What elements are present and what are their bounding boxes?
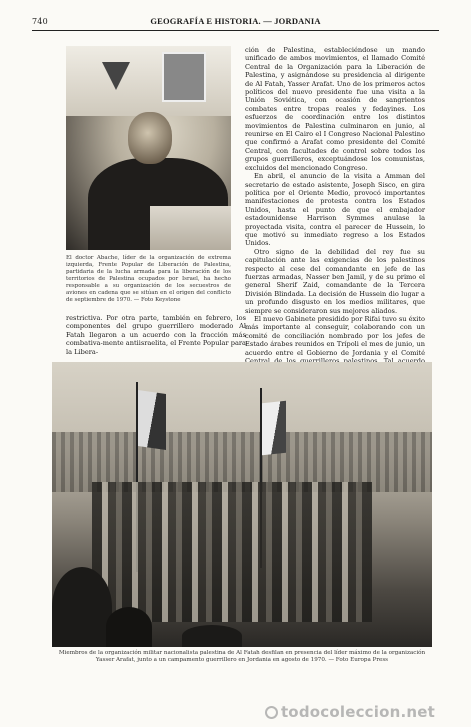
flag-graphic [262,401,286,456]
left-column-lower-text [66,314,246,356]
right-column-text [245,46,425,374]
marching-fighters-graphic [92,482,372,622]
pennant-graphic [102,62,130,90]
parade-caption: Miembros de la organización militar nacionalista palestina de Al Fatah desfilan en presencia del líder máximo de la organización Yasser Arafat, junto a un campamento guerrillero en Jordania en agosto de 1970. — Foto Europa Press [58,650,426,663]
parade-photo [52,362,432,647]
header-rule [32,30,439,31]
paragraph: Otro signo de la debilidad del rey fue su capitulación ante las exigencias de los palestinos respecto al cese del comandante en jefe de las fuerzas armadas, Nasser ben Jamil, y de su primo el general Sherif Zaid, comandante de la Tercera División Blindada. La decisión de Hussein dio lugar a un profundo disgusto en los medios militares, que siempre se consideraron sus mejores aliados. [245,247,425,315]
portrait-caption: El doctor Abache, líder de la organización de extrema izquierda, Frente Popular de Liberación de Palestina, partidaria de la lucha armada para la liberación de los territorios de Palestina ocupados por Israel, ha hecho responsable a su organización de los secuestros de aviones en cadena que se sitúan en el origen del conflicto de septiembre de 1970. — Foto Keystone [66,255,231,303]
page-number: 740 [32,16,48,26]
paragraph: ción de Palestina, estableciéndose un mando unificado de ambos movimientos, el llamado Comité Central de la Organización para la Liberación de Palestina, y asignándose su presidencia al dirigente de Al Fatah, Yasser Arafat. Uno de los primeros actos políticos del nuevo presidente fue una visita a la Unión Soviética, con ocasión de sangrientos combates entre tropas reales y fedayines. Los esfuerzos de coordinación entre los distintos movimientos de Palestina culminaron en junio, al reunirse en El Cairo el I Congreso Nacional Palestino que confirmó a Arafat como presidente del Comité Central, con facultades de control sobre todos los grupos guerrilleros, exceptuándose los comunistas, excluidos del mencionado Congreso. [245,46,425,172]
paragraph: En abril, el anuncio de la visita a Amman del secretario de estado asistente, Joseph Sisco, en gira política por el Oriente Medio, provocó importantes manifestaciones de protesta contra los Estados Unidos, hasta el punto de que el embajador estadounidense Harrison Symmes anulase la proyectada visita, contra el parecer de Hussein, lo que motivó su inmediato regreso a los Estados Unidos. [245,172,425,248]
watermark: todocoleccion.net [265,703,435,721]
paragraph: restrictiva. Por otra parte, también en febrero, los componentes del grupo guerrillero moderado Al Fatah llegaron a un acuerdo con la fracción más combativa-mente antiisraelita, el Frente Popular para la Libera- [66,314,246,356]
watermark-logo-icon [265,706,278,719]
portrait-photo [66,46,231,250]
wall-poster-graphic [162,52,206,102]
running-title: GEOGRAFÍA E HISTORIA. — JORDANIA [150,16,321,26]
face-graphic [128,112,172,164]
flag-graphic [138,390,166,450]
running-header [32,14,439,28]
paragraph: El nuevo Gabinete presidido por Rifai tuvo su éxito más importante al conseguir, colaborando con un comité de conciliación nombrado por los jefes de Estado árabes reunidos en Trípoli el mes de junio, un acuerdo entre el Gobierno de Jordania y el Comité [245,315,425,357]
